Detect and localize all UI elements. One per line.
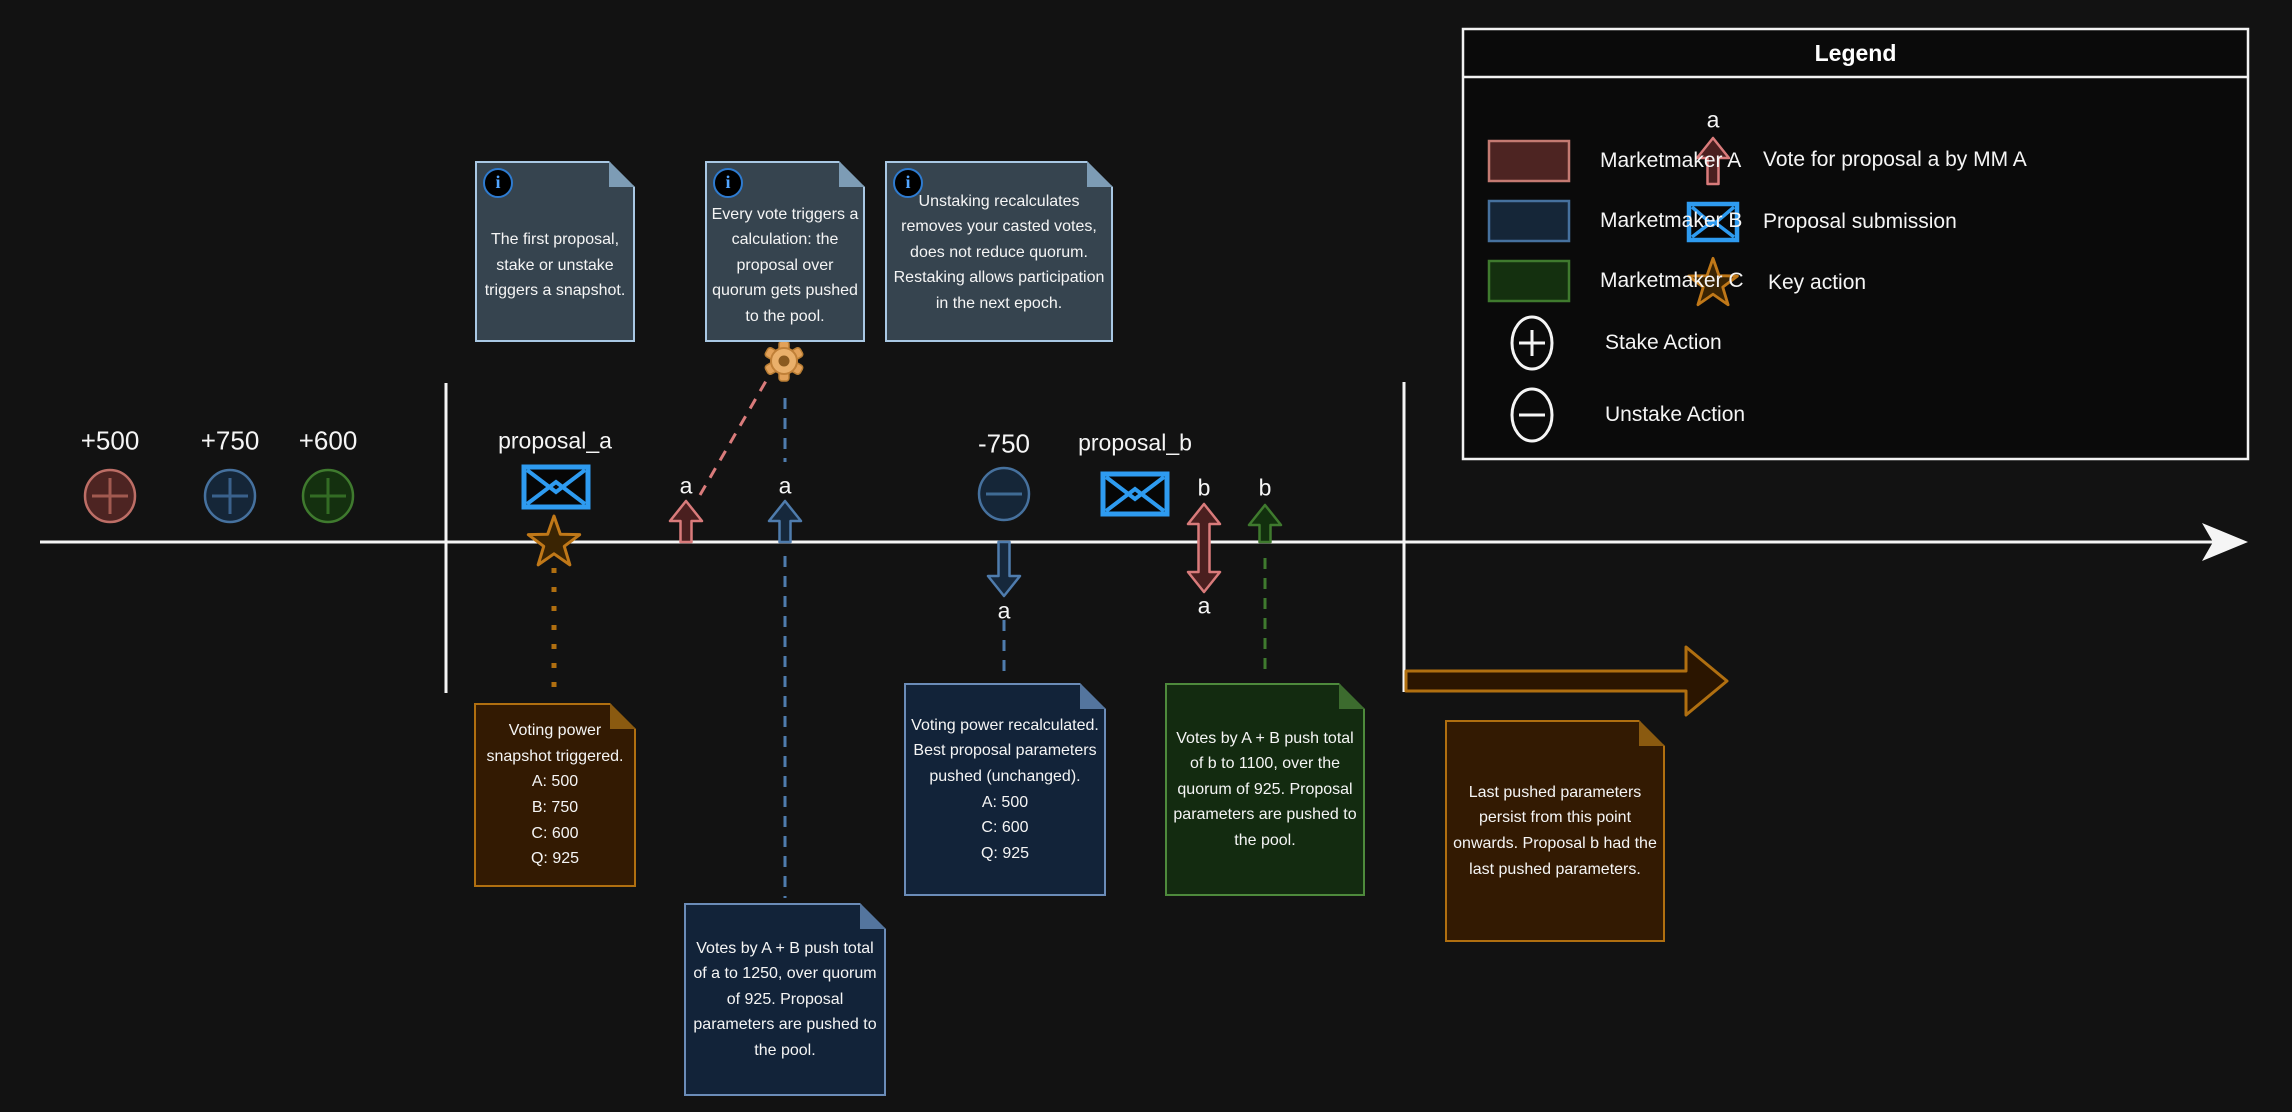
info-note-snapshot bbox=[475, 161, 635, 342]
note-line: Q: 925 bbox=[530, 850, 580, 868]
info-icon: i bbox=[713, 168, 743, 198]
info-note-unstaking bbox=[885, 161, 1113, 342]
note-voting-power-recalculated bbox=[904, 683, 1106, 896]
unstake-b-amount-label: -750 bbox=[977, 428, 1031, 459]
stake-c-amount-label: +600 bbox=[298, 425, 358, 456]
proposal-a-label: proposal_a bbox=[498, 427, 612, 454]
legend-label-stake-action: Stake Action bbox=[1605, 331, 1722, 354]
legend-label-proposal-submission: Proposal submission bbox=[1763, 210, 1957, 233]
note-line: B: 750 bbox=[531, 799, 579, 816]
vote-letter-a-red: a bbox=[679, 472, 693, 499]
note-text: Votes by A + B push total of b to 1100, over the quorum of 925. Proposal parameters are pushed to the pool. bbox=[1173, 729, 1357, 849]
vote-letter-a-blue: a bbox=[778, 472, 792, 499]
note-text: Votes by A + B push total of a to 1250, over quorum of 925. Proposal parameters are pushed to the pool. bbox=[693, 939, 877, 1059]
note-parameters-persist bbox=[1445, 720, 1665, 942]
legend-label-unstake-action: Unstake Action bbox=[1605, 403, 1746, 426]
legend-title: Legend bbox=[1814, 40, 1897, 66]
info-note-text: Unstaking recalculates removes your casted votes, does not reduce quorum. Restaking allows participation in the next epoch. bbox=[893, 192, 1105, 312]
note-line: C: 600 bbox=[531, 824, 579, 842]
note-line: Q: 925 bbox=[980, 844, 1030, 862]
legend-label-marketmaker-a: Marketmaker A bbox=[1600, 149, 1742, 172]
info-icon: i bbox=[483, 168, 513, 198]
note-line: C: 600 bbox=[981, 819, 1029, 837]
unvote-letter-a-red: a bbox=[1197, 592, 1211, 619]
note-voting-power-snapshot bbox=[474, 703, 636, 887]
legend-label-marketmaker-c: Marketmaker C bbox=[1600, 269, 1744, 292]
note-line: A: 500 bbox=[981, 793, 1029, 811]
vote-letter-b-red: b bbox=[1197, 474, 1211, 501]
stake-b-amount-label: +750 bbox=[200, 425, 260, 456]
note-text: Voting power snapshot triggered. bbox=[486, 722, 624, 765]
stake-a-amount-label: +500 bbox=[80, 425, 140, 456]
info-note-vote-calc bbox=[705, 161, 865, 342]
note-text: Voting power recalculated. Best proposal parameters pushed (unchanged). bbox=[911, 716, 1099, 785]
note-text: Last pushed parameters persist from this point onwards. Proposal b had the last pushed parameters. bbox=[1453, 783, 1657, 878]
vote-letter-b-green: b bbox=[1258, 474, 1272, 501]
note-votes-b-pushed bbox=[1165, 683, 1365, 896]
note-votes-a-pushed bbox=[684, 903, 886, 1096]
legend-label-vote: Vote for proposal a by MM A bbox=[1763, 148, 2027, 171]
legend-vote-letter: a bbox=[1706, 106, 1720, 133]
legend-label-marketmaker-b: Marketmaker B bbox=[1600, 209, 1743, 232]
proposal-b-label: proposal_b bbox=[1078, 429, 1192, 456]
info-note-text: The first proposal, stake or unstake triggers a snapshot. bbox=[484, 231, 626, 300]
note-line: A: 500 bbox=[531, 773, 579, 791]
legend-label-key-action: Key action bbox=[1768, 271, 1867, 294]
info-icon: i bbox=[893, 168, 923, 198]
info-note-text: Every vote triggers a calculation: the proposal over quorum gets pushed to the pool. bbox=[711, 205, 859, 325]
unvote-letter-a-blue: a bbox=[997, 597, 1011, 624]
